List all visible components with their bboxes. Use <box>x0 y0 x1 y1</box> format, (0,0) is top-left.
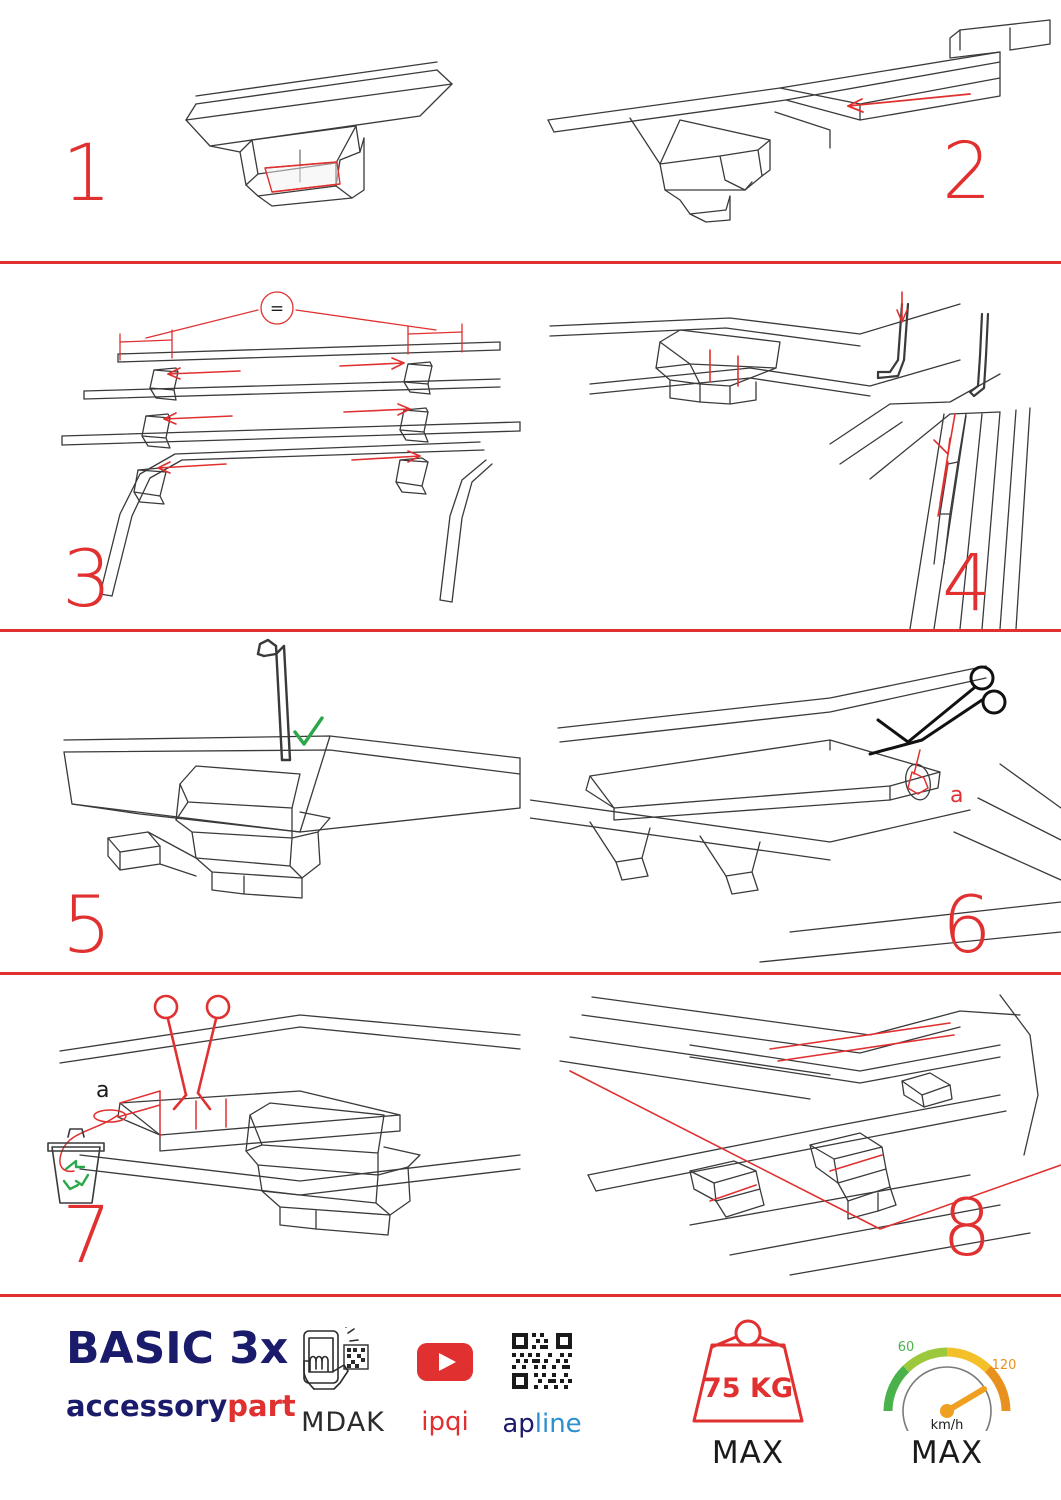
speed-unit-label: km/h <box>930 1418 964 1431</box>
step-3-number: 3 <box>62 535 110 625</box>
max-weight-indicator <box>668 1311 828 1471</box>
max-speed-indicator <box>862 1311 1032 1471</box>
step-panel-7 <box>0 975 530 1294</box>
brand-name-first: accessory <box>66 1389 228 1423</box>
step-panel-8 <box>530 975 1061 1294</box>
label-a-step6: a <box>950 783 964 808</box>
step-4-number: 4 <box>942 539 990 629</box>
max-weight-value: 75 KG <box>702 1373 794 1404</box>
footer-bar <box>0 1297 1061 1500</box>
step-8-number: 8 <box>942 1184 990 1274</box>
logo-ipqi <box>400 1327 490 1437</box>
qr-scan-icon <box>288 1327 398 1401</box>
qr-code-icon[interactable] <box>482 1327 602 1395</box>
label-a-step7: a <box>96 1078 110 1103</box>
equal-symbol: = <box>269 299 285 319</box>
max-speed-label: MAX <box>910 1435 984 1471</box>
step-2-number: 2 <box>942 127 990 217</box>
logo-mdak-label: MDAK <box>301 1407 385 1438</box>
logo-apline-label-second: line <box>534 1409 582 1439</box>
logo-ipqi-label: ipqi <box>421 1407 469 1437</box>
step-1-number: 1 <box>62 129 110 219</box>
step-panel-1 <box>0 0 530 261</box>
step-panel-3 <box>0 264 530 629</box>
speedometer-icon <box>862 1311 1032 1431</box>
product-branding <box>66 1325 296 1423</box>
product-name-line <box>66 1325 296 1373</box>
qr-pixels <box>344 1345 368 1369</box>
step-5-number: 5 <box>62 881 110 971</box>
step-panel-2 <box>530 0 1061 261</box>
step-6-number: 6 <box>942 881 990 971</box>
logo-mdak <box>288 1327 398 1438</box>
brand-name-line <box>66 1389 296 1423</box>
step-panel-4 <box>530 264 1061 629</box>
step-7-number: 7 <box>62 1191 110 1281</box>
logo-apline-label-first: ap <box>502 1409 535 1439</box>
logo-apline-label <box>482 1409 602 1439</box>
product-name: BASIC 3 <box>66 1323 260 1374</box>
product-multiplier: x <box>259 1323 289 1374</box>
weight-icon <box>668 1311 828 1431</box>
youtube-icon[interactable] <box>400 1327 490 1393</box>
max-weight-label: MAX <box>711 1435 785 1471</box>
brand-name-second: part <box>227 1389 296 1423</box>
step-panel-5 <box>0 632 530 972</box>
step-panel-6 <box>530 632 1061 972</box>
speed-tick-high: 120 <box>991 1358 1017 1373</box>
logo-apline <box>482 1327 602 1439</box>
speed-tick-low: 60 <box>897 1340 915 1355</box>
